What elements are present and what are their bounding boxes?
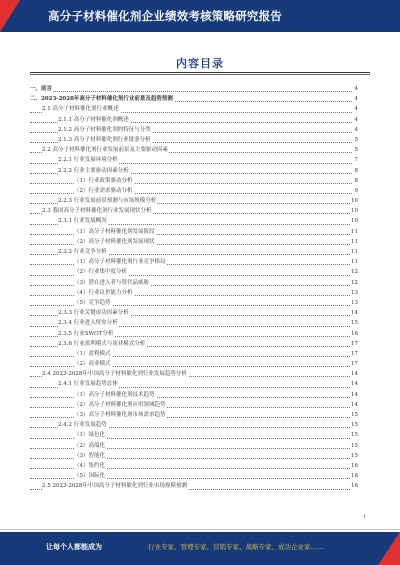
toc-entry-label: （1）高分子材料催化剂技术趋势 bbox=[74, 390, 156, 400]
toc-entry-label: （1）高分子材料催化剂行业竞争格局 bbox=[74, 257, 167, 267]
toc-entry-label: 2.3.4 行业进入壁垒分析 bbox=[58, 318, 119, 328]
toc-entry-page: 11 bbox=[350, 227, 358, 237]
toc-entry-label: （5）国际化 bbox=[74, 471, 106, 481]
toc-entry-label: 2.3.2 行业竞争分析 bbox=[58, 247, 108, 257]
toc-entry[interactable] bbox=[30, 267, 358, 277]
toc-entry[interactable] bbox=[30, 471, 358, 481]
toc-entry-label: （2）高分子材料催化剂应用领域趋势 bbox=[74, 400, 167, 410]
toc-entry[interactable] bbox=[30, 84, 358, 94]
toc-entry[interactable] bbox=[30, 125, 358, 135]
toc-entry-page: 11 bbox=[350, 237, 358, 247]
toc-entry-label: 2.2.3 行业发展前景预测与市场规模分析 bbox=[58, 196, 157, 206]
toc-entry-label: （5）竞争趋势 bbox=[74, 298, 112, 308]
toc-entry-label: （4）行业议价能力分析 bbox=[74, 288, 134, 298]
toc-entry-label: 2.1 高分子材料催化剂行业概述 bbox=[42, 104, 120, 114]
toc-entry[interactable] bbox=[30, 237, 358, 247]
toc-entry[interactable] bbox=[30, 369, 358, 379]
toc-entry-label: 2.4.1 行业发展趋势总体 bbox=[58, 379, 119, 389]
toc-entry-label: 2.5 2023-2028年中国高分子材料催化剂行业市场规模预测 bbox=[42, 481, 188, 491]
toc-entry[interactable] bbox=[30, 176, 358, 186]
toc-entry-page: 14 bbox=[350, 369, 358, 379]
toc-entry-label: （2）高分子材料催化剂发展现状 bbox=[74, 237, 156, 247]
toc-entry-page: 10 bbox=[350, 216, 358, 226]
toc-entry[interactable] bbox=[30, 390, 358, 400]
toc-entry-page: 5 bbox=[354, 145, 359, 155]
toc-entry-page: 11 bbox=[350, 247, 358, 257]
toc-entry[interactable] bbox=[30, 329, 358, 339]
toc-leader-dots bbox=[30, 91, 352, 92]
toc-entry-label: （1）高分子材料催化剂发展阶段 bbox=[74, 227, 156, 237]
toc-entry[interactable] bbox=[30, 166, 358, 176]
toc-entry[interactable] bbox=[30, 298, 358, 308]
toc-entry-page: 15 bbox=[350, 441, 358, 451]
toc-entry-label: 二、2023-2028年高分子材料催化剂行业前景及趋势预测 bbox=[30, 94, 174, 104]
toc-entry[interactable] bbox=[30, 115, 358, 125]
toc-entry[interactable] bbox=[30, 430, 358, 440]
toc-entry-page: 15 bbox=[350, 410, 358, 420]
toc-entry-label: 2.1.3 高分子材料催化剂行业链条分析 bbox=[58, 135, 152, 145]
report-footer-banner bbox=[0, 532, 400, 565]
toc-entry-label: （2）行业集中度分析 bbox=[74, 267, 128, 277]
toc-entry[interactable] bbox=[30, 216, 358, 226]
toc-entry-page: 14 bbox=[350, 400, 358, 410]
report-title: 高分子材料催化剂企业绩效考核策略研究报告 bbox=[48, 9, 282, 23]
toc-entry-page: 11 bbox=[350, 257, 358, 267]
toc-entry[interactable] bbox=[30, 135, 358, 145]
footer-slogan: 让每个人都能成为 bbox=[46, 543, 102, 551]
footer-divider bbox=[0, 529, 400, 530]
toc-entry-label: 2.4 2023-2028年中国高分子材料催化剂行业发展趋势分析 bbox=[42, 369, 188, 379]
toc-heading: 内容目录 bbox=[176, 57, 224, 70]
toc-entry-page: 10 bbox=[350, 196, 358, 206]
toc-entry[interactable] bbox=[30, 420, 358, 430]
toc-entry-page: 4 bbox=[354, 104, 359, 114]
toc-entry-page: 14 bbox=[350, 390, 358, 400]
toc-entry-label: 2.3.6 行业盈利模式与商业模式分析 bbox=[58, 339, 146, 349]
toc-entry[interactable] bbox=[30, 349, 358, 359]
toc-entry-label: （2）行业需求驱动分析 bbox=[74, 186, 134, 196]
toc-entry-label: （3）智能化 bbox=[74, 451, 106, 461]
toc-entry-page: 12 bbox=[350, 267, 358, 277]
toc-entry-page: 7 bbox=[354, 155, 359, 165]
toc-entry[interactable] bbox=[30, 308, 358, 318]
toc-entry[interactable] bbox=[30, 206, 358, 216]
footer-slogan-roles: 行业专家、管理专家、营销专家、战略专家、成功企业家…… bbox=[148, 543, 324, 551]
toc-entry-page: 15 bbox=[350, 430, 358, 440]
report-header-banner bbox=[0, 0, 400, 32]
header-red-accent bbox=[0, 0, 20, 32]
toc-entry-page: 16 bbox=[350, 481, 358, 491]
toc-entry[interactable] bbox=[30, 247, 358, 257]
toc-entry-label: 2.1.1 高分子材料催化剂概述 bbox=[58, 115, 130, 125]
toc-entry-label: 2.1.2 高分子材料催化剂的特征与分类 bbox=[58, 125, 152, 135]
toc-entry-label: （1）绿色化 bbox=[74, 430, 106, 440]
toc-entry-page: 12 bbox=[350, 278, 358, 288]
toc-entry[interactable] bbox=[30, 339, 358, 349]
toc-entry[interactable] bbox=[30, 461, 358, 471]
toc-entry-label: 2.3.1 行业发展概况 bbox=[58, 216, 108, 226]
page-number: 1 bbox=[362, 514, 366, 520]
toc-entry[interactable] bbox=[30, 410, 358, 420]
toc-entry-page: 8 bbox=[354, 166, 359, 176]
toc-entry-page: 16 bbox=[350, 461, 358, 471]
toc-entry-label: （1）行业政策驱动分析 bbox=[74, 176, 134, 186]
toc-entry-label: （3）高分子材料催化剂市场需求趋势 bbox=[74, 410, 167, 420]
toc-entry-page: 16 bbox=[350, 471, 358, 481]
toc-entry[interactable] bbox=[30, 451, 358, 461]
toc-divider-secondary bbox=[30, 74, 370, 75]
toc-entry-label: （3）潜在进入者与替代品威胁 bbox=[74, 278, 150, 288]
toc-entry-label: 2.4.2 行业发展趋势 bbox=[58, 420, 108, 430]
toc-entry-page: 4 bbox=[354, 94, 359, 104]
toc-entry-page: 8 bbox=[354, 176, 359, 186]
toc-entry-label: （4）集约化 bbox=[74, 461, 106, 471]
footer-red-accent bbox=[378, 532, 400, 565]
toc-entry[interactable] bbox=[30, 359, 358, 369]
toc-entry-label: 一、前言 bbox=[30, 84, 53, 94]
toc-entry-page: 4 bbox=[354, 115, 359, 125]
toc-entry-label: 2.3.3 行业关键成功因素分析 bbox=[58, 308, 130, 318]
toc-entry-page: 13 bbox=[350, 288, 358, 298]
toc-entry-page: 17 bbox=[350, 339, 358, 349]
toc-entry[interactable] bbox=[30, 94, 358, 104]
toc-entry-page: 15 bbox=[350, 420, 358, 430]
toc-entry-page: 9 bbox=[354, 186, 359, 196]
table-of-contents bbox=[30, 84, 358, 492]
toc-entry[interactable] bbox=[30, 155, 358, 165]
toc-entry-label: （2）商业模式 bbox=[74, 359, 112, 369]
toc-entry[interactable] bbox=[30, 481, 358, 491]
toc-entry[interactable] bbox=[30, 400, 358, 410]
toc-entry[interactable] bbox=[30, 441, 358, 451]
toc-entry[interactable] bbox=[30, 318, 358, 328]
toc-entry-label: 2.2.1 行业发展环境分析 bbox=[58, 155, 119, 165]
toc-entry-label: 2.2.2 行业主要驱动因素分析 bbox=[58, 166, 130, 176]
toc-entry[interactable] bbox=[30, 278, 358, 288]
toc-entry-page: 13 bbox=[350, 298, 358, 308]
toc-entry-page: 14 bbox=[350, 308, 358, 318]
toc-entry-page: 4 bbox=[354, 84, 359, 94]
toc-entry[interactable] bbox=[30, 145, 358, 155]
toc-entry-page: 4 bbox=[354, 125, 359, 135]
toc-entry-page: 10 bbox=[350, 206, 358, 216]
toc-entry[interactable] bbox=[30, 196, 358, 206]
toc-entry-page: 16 bbox=[350, 329, 358, 339]
toc-entry-page: 17 bbox=[350, 349, 358, 359]
toc-entry-label: 2.3.5 行业SWOT分析 bbox=[58, 329, 114, 339]
toc-entry-label: （1）盈利模式 bbox=[74, 349, 112, 359]
toc-divider bbox=[30, 72, 370, 73]
toc-entry-label: 2.3 我国高分子材料催化剂行业发展现状分析 bbox=[42, 206, 153, 216]
toc-entry-page: 17 bbox=[350, 359, 358, 369]
toc-entry-page: 14 bbox=[350, 379, 358, 389]
toc-entry[interactable] bbox=[30, 104, 358, 114]
toc-entry[interactable] bbox=[30, 186, 358, 196]
toc-entry[interactable] bbox=[30, 257, 358, 267]
toc-entry[interactable] bbox=[30, 288, 358, 298]
toc-entry-page: 15 bbox=[350, 318, 358, 328]
toc-entry-label: （2）高端化 bbox=[74, 441, 106, 451]
toc-entry-page: 15 bbox=[350, 451, 358, 461]
toc-entry[interactable] bbox=[30, 227, 358, 237]
toc-entry[interactable] bbox=[30, 379, 358, 389]
toc-entry-page: 5 bbox=[354, 135, 359, 145]
toc-entry-label: 2.2 高分子材料催化剂行业发展前景及主要驱动因素 bbox=[42, 145, 169, 155]
